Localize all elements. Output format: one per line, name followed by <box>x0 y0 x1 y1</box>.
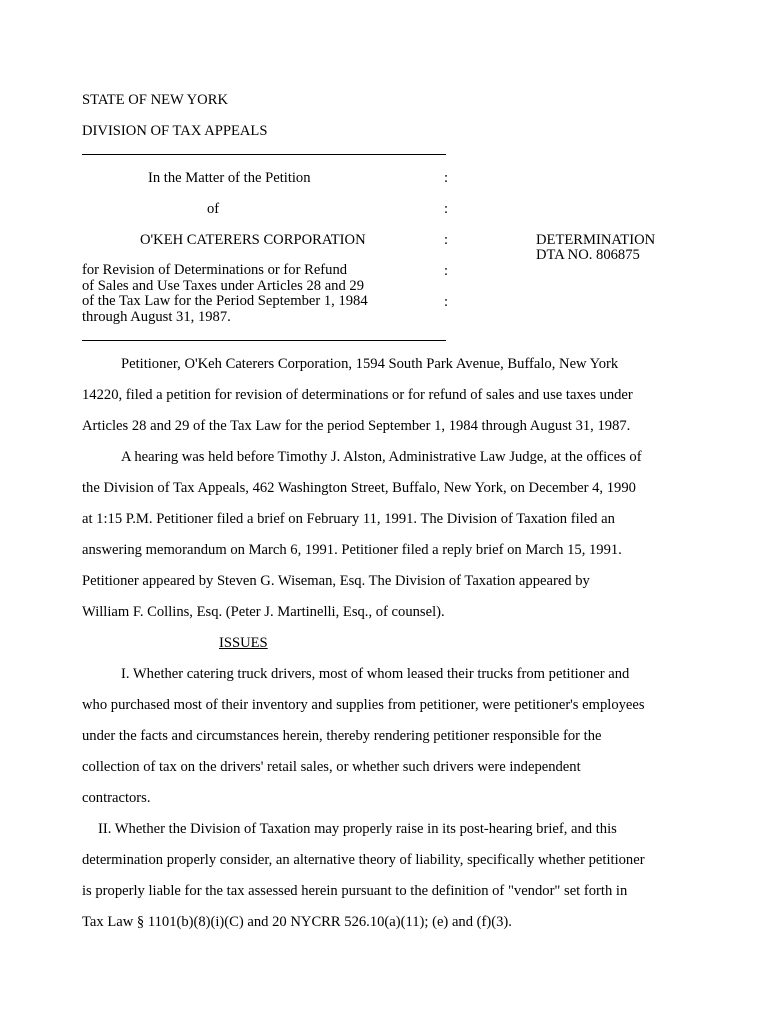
dta-number: DTA NO. 806875 <box>536 247 640 263</box>
issue1-line: contractors. <box>82 790 151 806</box>
issue2-line: is properly liable for the tax assessed herein pursuant to the definition of "vendor" set forth in <box>82 883 628 899</box>
caption-petitioner: O'KEH CATERERS CORPORATION <box>140 232 366 248</box>
caption-desc-line: of Sales and Use Taxes under Articles 28 and 29 <box>82 277 365 294</box>
issue1-line: I. Whether catering truck drivers, most of whom leased their trucks from petitioner and <box>121 666 630 682</box>
caption-description <box>82 263 368 325</box>
caption-of: of <box>207 201 220 217</box>
caption-colon: : <box>444 232 449 248</box>
header-state: STATE OF NEW YORK <box>82 92 228 108</box>
para2-line: A hearing was held before Timothy J. Alston, Administrative Law Judge, at the offices of <box>121 449 642 465</box>
caption-colon: : <box>444 263 449 279</box>
issues-heading: ISSUES <box>219 635 268 651</box>
issue2-line: Tax Law § 1101(b)(8)(i)(C) and 20 NYCRR 526.10(a)(11); (e) and (f)(3). <box>82 914 512 930</box>
para2-line: Petitioner appeared by Steven G. Wiseman, Esq. The Division of Taxation appeared by <box>82 573 590 589</box>
determination-label: DETERMINATION <box>536 232 656 248</box>
issue2-line: determination properly consider, an alternative theory of liability, specifically whether petitioner <box>82 852 645 868</box>
issue2-line: II. Whether the Division of Taxation may properly raise in its post-hearing brief, and this <box>98 821 617 837</box>
issue1-line: who purchased most of their inventory and supplies from petitioner, were petitioner's employees <box>82 697 645 713</box>
issue1-line: under the facts and circumstances herein, thereby rendering petitioner responsible for the <box>82 728 602 744</box>
caption-top-rule <box>82 154 446 155</box>
para2-line: answering memorandum on March 6, 1991. Petitioner filed a reply brief on March 15, 1991. <box>82 542 622 558</box>
caption-colon: : <box>444 294 449 310</box>
caption-desc-line: for Revision of Determinations or for Refund <box>82 262 348 278</box>
caption-colon: : <box>444 201 449 217</box>
caption-desc-line: through August 31, 1987. <box>82 308 231 325</box>
caption-matter: In the Matter of the Petition <box>148 170 311 186</box>
caption-desc-line: of the Tax Law for the Period September 1, 1984 <box>82 293 368 309</box>
caption-bottom-rule <box>82 340 446 341</box>
header-division: DIVISION OF TAX APPEALS <box>82 123 268 139</box>
para2-line: William F. Collins, Esq. (Peter J. Martinelli, Esq., of counsel). <box>82 604 445 620</box>
caption-colon: : <box>444 170 449 186</box>
para1-line: 14220, filed a petition for revision of determinations or for refund of sales and use taxes under <box>82 387 633 403</box>
para2-line: at 1:15 P.M. Petitioner filed a brief on February 11, 1991. The Division of Taxation filed an <box>82 511 615 527</box>
para1-line: Petitioner, O'Keh Caterers Corporation, 1594 South Park Avenue, Buffalo, New York <box>121 356 619 372</box>
para2-line: the Division of Tax Appeals, 462 Washington Street, Buffalo, New York, on December 4, 1990 <box>82 480 636 496</box>
para1-line: Articles 28 and 29 of the Tax Law for the period September 1, 1984 through August 31, 1987. <box>82 418 631 434</box>
issue1-line: collection of tax on the drivers' retail sales, or whether such drivers were independent <box>82 759 581 775</box>
